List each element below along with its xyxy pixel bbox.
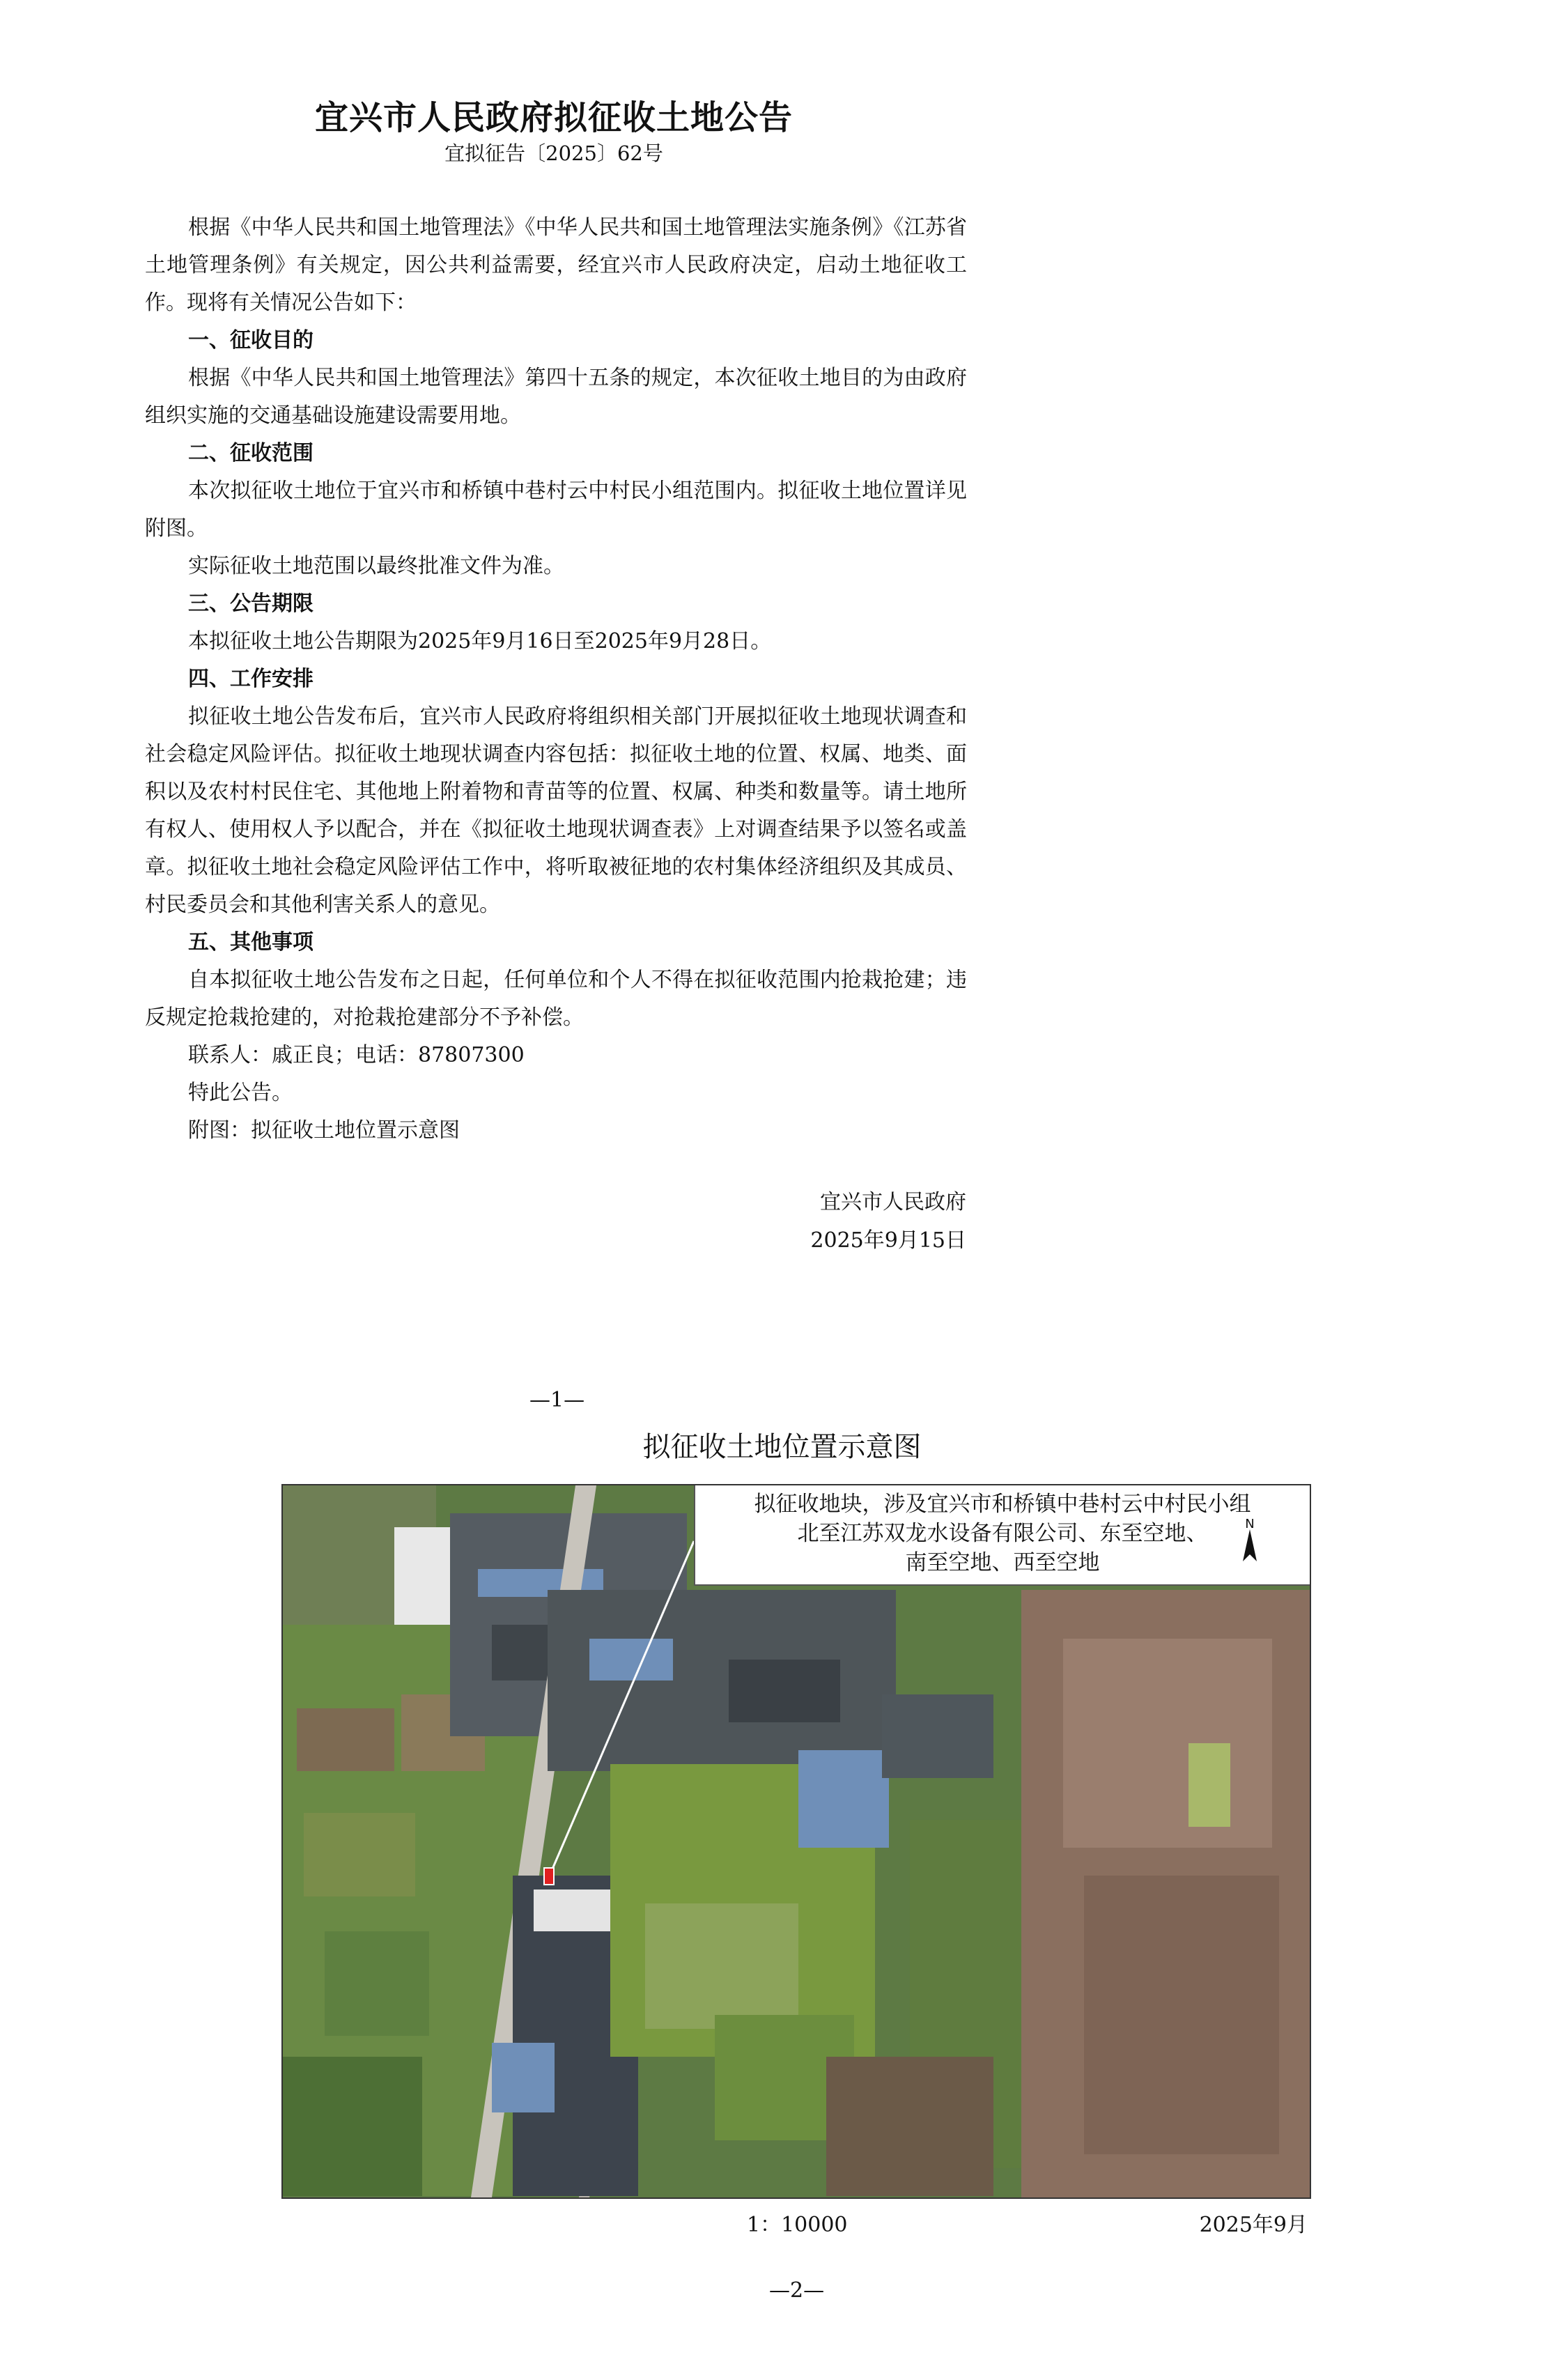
map-title: 拟征收土地位置示意图 — [642, 1431, 922, 1463]
target-parcel-marker — [543, 1867, 555, 1885]
closing-line: 特此公告。 — [188, 1081, 293, 1105]
section-purpose-paragraph: 根据《中华人民共和国土地管理法》第四十五条的规定，本次征收土地目的为由政府组织实施的交通基础设施建设需要用地。 — [145, 366, 967, 428]
map-date: 2025年9月 — [1199, 2213, 1308, 2237]
page-number-1: —1— — [529, 1388, 585, 1412]
section-heading-purpose: 一、征收目的 — [188, 328, 313, 353]
contact-line: 联系人：戚正良；电话：87807300 — [188, 1043, 525, 1067]
document-number: 宜拟征告〔2025〕62号 — [444, 141, 663, 165]
page-title: 宜兴市人民政府拟征收土地公告 — [314, 98, 793, 137]
signature-date: 2025年9月15日 — [810, 1228, 966, 1253]
section-arrangement-paragraph: 拟征收土地公告发布后，宜兴市人民政府将组织相关部门开展拟征收土地现状调查和社会稳定风险评估。拟征收土地现状调查内容包括：拟征收土地的位置、权属、地类、面积以及农村村民住宅、其他地上附着物和青苗等的位置、权属、种类和数量等。请土地所有权人、使用权人予以配合，并在《拟征收土地现状调查表》上对调查结果予以签名或盖章。拟征收土地社会稳定风险评估工作中，将听取被征地的农村集体经济组织及其成员、村民委员会和其他利害关系人的意见。 — [145, 704, 967, 917]
intro-paragraph: 根据《中华人民共和国土地管理法》《中华人民共和国土地管理法实施条例》《江苏省土地管理条例》有关规定，因公共利益需要，经宜兴市人民政府决定，启动土地征收工作。现将有关情况公告如下： — [145, 215, 967, 315]
section-scope-paragraph: 实际征收土地范围以最终批准文件为准。 — [188, 554, 564, 578]
page-number-2: —2— — [769, 2278, 825, 2303]
north-label: N — [1245, 1517, 1255, 1531]
map-scale: 1：10000 — [747, 2213, 848, 2237]
section-heading-arrangement: 四、工作安排 — [188, 667, 313, 691]
section-heading-period: 三、公告期限 — [188, 592, 313, 616]
callout-line-3: 南至空地、西至空地 — [905, 1550, 1100, 1575]
section-period-paragraph: 本拟征收土地公告期限为2025年9月16日至2025年9月28日。 — [188, 629, 772, 654]
section-scope-paragraph: 本次拟征收土地位于宜兴市和桥镇中巷村云中村民小组范围内。拟征收土地位置详见附图。 — [145, 479, 967, 541]
attachment-line: 附图：拟征收土地位置示意图 — [188, 1118, 460, 1143]
signature-org: 宜兴市人民政府 — [820, 1190, 966, 1214]
satellite-map — [281, 1484, 1311, 2199]
callout-line-1: 拟征收地块，涉及宜兴市和桥镇中巷村云中村民小组 — [754, 1492, 1251, 1517]
callout-line-2: 北至江苏双龙水设备有限公司、东至空地、 — [797, 1521, 1208, 1546]
north-arrow-icon — [1236, 1517, 1264, 1566]
announcement-body — [145, 209, 967, 1150]
section-heading-other: 五、其他事项 — [188, 930, 313, 955]
section-heading-scope: 二、征收范围 — [188, 441, 313, 465]
section-other-paragraph: 自本拟征收土地公告发布之日起，任何单位和个人不得在拟征收范围内抢栽抢建；违反规定抢栽抢建的，对抢栽抢建部分不予补偿。 — [145, 968, 967, 1030]
satellite-imagery — [283, 1485, 1310, 2197]
map-callout — [694, 1485, 1310, 1586]
